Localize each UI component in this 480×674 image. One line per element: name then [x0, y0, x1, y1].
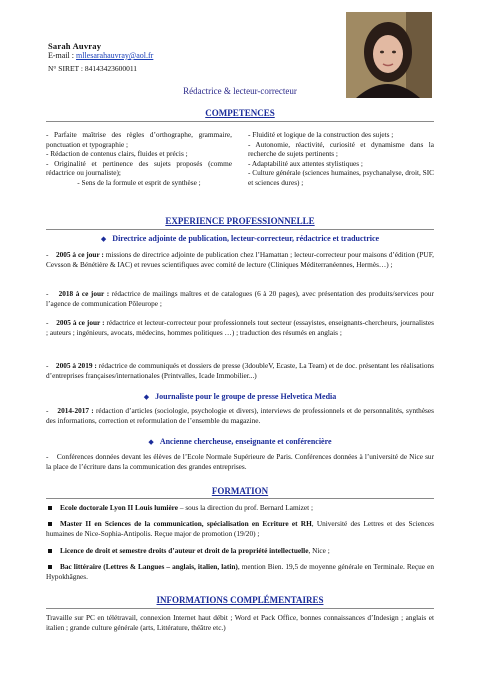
formation-item: Bac littéraire (Lettres & Langues – anglais, italien, latin), mention Bien. 19,5 de moyenne générale en Terminale. Reçue en Hypokhâgnes.: [46, 562, 434, 581]
section-divider: [46, 608, 434, 609]
competence-item: - Parfaite maîtrise des règles d’orthographe, grammaire, ponctuation et typographie ;: [46, 130, 232, 149]
section-title-infos: INFORMATIONS COMPLÉMENTAIRES: [156, 595, 324, 605]
experience-entry: - 2005 à ce jour : rédactrice et lecteur-correcteur pour professionnels tout secteur (essayistes, enseignants-chercheurs, journalistes ; auteurs ; ingénieurs, avocats, médecins, hommes politiques …) ; traduction des résumés en anglais ;: [46, 318, 434, 337]
entry-date: 2005 à ce jour :: [56, 318, 105, 327]
competences-right-column: [248, 130, 434, 188]
candidate-name: Sarah Auvray: [48, 41, 102, 51]
experience-entry: - 2018 à ce jour : rédactrice de mailings maîtres et de catalogues (6 à 20 pages), avec présentation des produits/services pour l’agence de communication Pôleurope ;: [46, 289, 434, 308]
entry-date: 2005 à ce jour :: [55, 250, 104, 259]
competence-item: - Sens de la formule et esprit de synthèse ;: [77, 177, 201, 187]
section-divider: [46, 121, 434, 122]
subsection-heading: ◆ Directrice adjointe de publication, lecteur-correcteur, rédactrice et traductrice: [100, 234, 380, 243]
square-bullet-icon: [48, 565, 52, 569]
competence-item: - Originalité et pertinence des sujets proposés (comme rédactrice ou journaliste);: [46, 158, 232, 178]
competence-item: - Fluidité et logique de la construction des sujets ;: [248, 130, 394, 139]
competence-item: - Culture générale (sciences humaines, psychanalyse, droit, SIC et sciences dures) ;: [248, 168, 435, 187]
email-link[interactable]: mllesarahauvray@aol.fr: [76, 51, 154, 60]
section-title-competences: COMPETENCES: [205, 108, 275, 118]
entry-date: 2005 à 2019 :: [55, 361, 97, 370]
siret-number: N° SIRET : 84143423600011: [48, 64, 138, 73]
section-title-experience: EXPERIENCE PROFESSIONNELLE: [165, 216, 315, 226]
subsection-heading: ◆ Ancienne chercheuse, enseignante et conférencière: [148, 437, 332, 446]
competence-item: - Autonomie, réactivité, curiosité et dynamisme dans la recherche de sujets pertinents ;: [248, 139, 434, 159]
subsection-heading: ◆ Journaliste pour le groupe de presse Helvetica Media: [143, 392, 337, 401]
section-divider: [46, 498, 434, 499]
experience-entry: - 2005 à ce jour : missions de directrice adjointe de publication chez l’Hamattan ; lecteur-correcteur pour maisons d’édition (PUF, Cevsson & Bénétière & IAC) et revues scientifiques avec comité de lecture (Cliniques Méditerranéennes, Hermès…) ;: [46, 250, 434, 269]
square-bullet-icon: [48, 549, 52, 553]
experience-entry: - 2014-2017 : rédaction d’articles (sociologie, psychologie et divers), interviews de professionnels et de personnalités, synthèses des informations, correction et reformulation de l’ensemble du magazine.: [46, 406, 434, 425]
section-title-formation: FORMATION: [211, 486, 269, 496]
formation-item: Ecole doctorale Lyon II Louis lumière – sous la direction du prof. Bernard Lamizet ;: [46, 503, 434, 513]
diamond-bullet-icon: ◆: [148, 438, 154, 446]
email-line: [48, 51, 153, 60]
infos-text: Travaille sur PC en télétravail, connexion Internet haut débit ; Word et Pack Office, bonnes connaissances d’Indesign ; anglais et italien ; grande culture générale (arts, Littérature, théâtre etc.): [46, 613, 434, 632]
square-bullet-icon: [48, 522, 52, 526]
diamond-bullet-icon: ◆: [100, 235, 107, 243]
competence-item: - Rédaction de contenus clairs, fluides et précis ;: [46, 149, 188, 159]
experience-entry: - 2005 à 2019 : rédactrice de communiqués et dossiers de presse (3doubleV, Ecaste, La Team) et de doc. présentant les réalisations d’entreprises françaises/internationales (Printvalles, Icade Immobilier...): [46, 361, 434, 380]
section-divider: [46, 229, 434, 230]
square-bullet-icon: [48, 506, 52, 510]
formation-item: Master II en Sciences de la communication, spécialisation en Ecriture et RH, Université des Lettres et des Sciences humaines de Nice-Sophia-Antipolis. Reçue major de promotion (19/20) ;: [46, 519, 435, 538]
diamond-bullet-icon: ◆: [143, 393, 150, 401]
formation-item: Licence de droit et semestre droits d’auteur et droit de la propriété intellectuelle, Nice ;: [46, 546, 434, 556]
experience-entry: - Conférences données devant les élèves de l’Ecole Normale Supérieure de Paris. Conférences données à l’université de Nice sur la place de l’écriture dans la communication des grandes entreprises.: [46, 452, 434, 471]
entry-date: 2014-2017 :: [57, 406, 94, 415]
competence-item: - Adaptabilité aux attentes stylistiques ;: [248, 158, 363, 168]
entry-date: 2018 à ce jour :: [58, 289, 110, 298]
email-label: E-mail :: [48, 51, 76, 60]
job-title: Rédactrice & lecteur-correcteur: [183, 86, 297, 96]
competences-left-column: [46, 130, 232, 188]
